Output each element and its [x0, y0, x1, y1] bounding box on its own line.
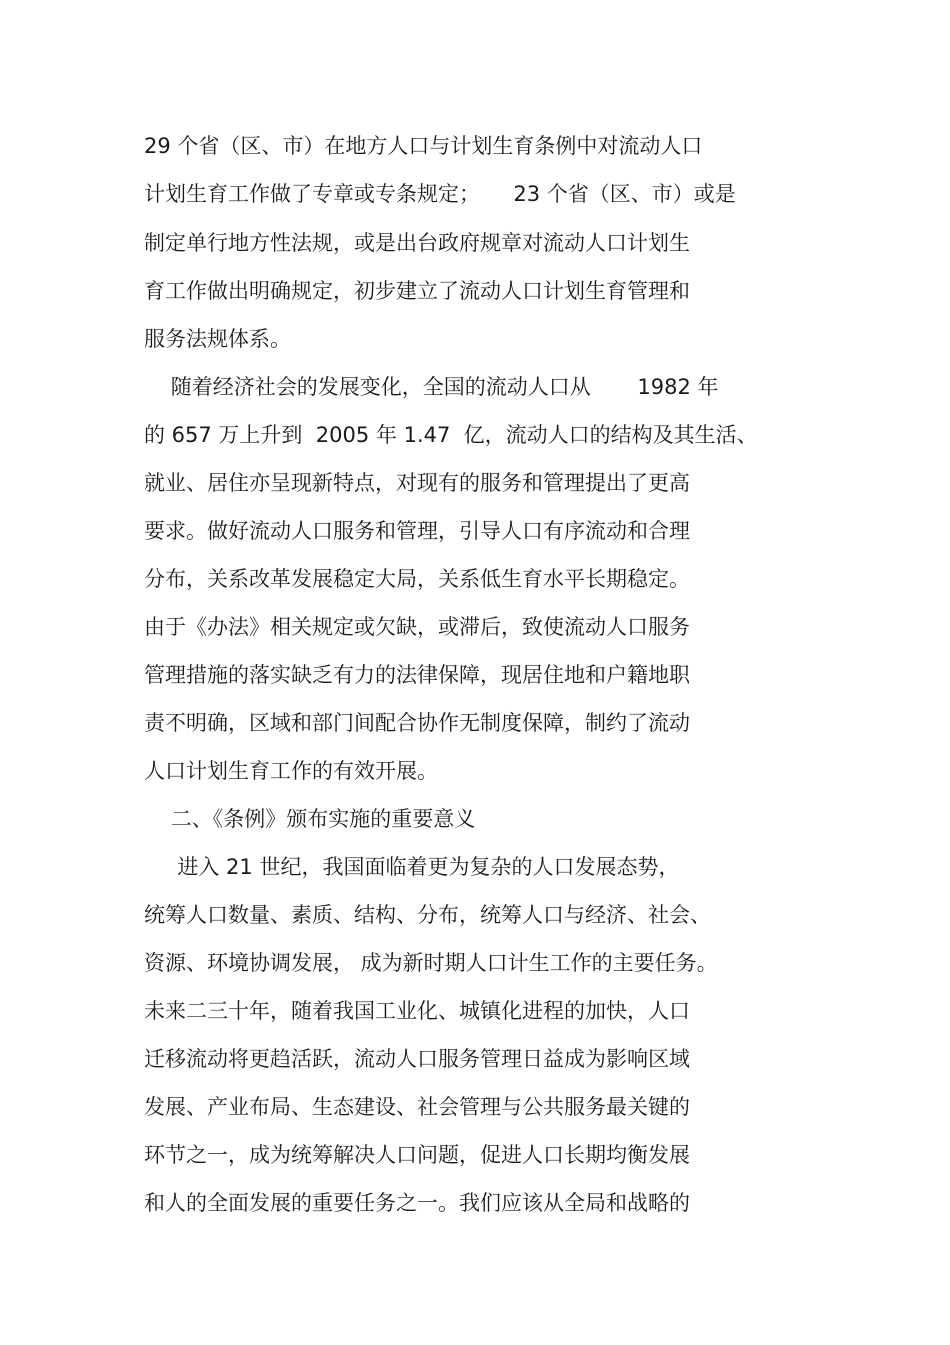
text-line: 统筹人口数量、素质、结构、分布，统筹人口与经济、社会、 — [144, 903, 711, 927]
text-line: 29 个省（区、市）在地方人口与计划生育条例中对流动人口 — [144, 134, 703, 158]
text-line: 责不明确，区域和部门间配合协作无制度保障，制约了流动 — [144, 711, 690, 735]
text-line: 资源、环境协调发展， 成为新时期人口计生工作的主要任务。 — [144, 951, 718, 975]
text-line: 由于《办法》相关规定或欠缺，或滞后，致使流动人口服务 — [144, 615, 690, 639]
text-line: 人口计划生育工作的有效开展。 — [144, 759, 438, 783]
text-line: 随着经济社会的发展变化，全国的流动人口从 1982 年 — [144, 375, 719, 399]
section-heading: 二、《条例》颁布实施的重要意义 — [144, 807, 476, 831]
text-line: 环节之一，成为统筹解决人口问题，促进人口长期均衡发展 — [144, 1143, 690, 1167]
text-line: 的 657 万上升到 2005 年 1.47 亿，流动人口的结构及其生活、 — [144, 423, 758, 447]
text-line: 未来二三十年，随着我国工业化、城镇化进程的加快，人口 — [144, 999, 690, 1023]
text-line: 服务法规体系。 — [144, 327, 291, 351]
text-line: 进入 21 世纪，我国面临着更为复杂的人口发展态势， — [144, 855, 680, 879]
text-line: 管理措施的落实缺乏有力的法律保障，现居住地和户籍地职 — [144, 663, 690, 687]
text-line: 育工作做出明确规定，初步建立了流动人口计划生育管理和 — [144, 279, 690, 303]
text-line: 制定单行地方性法规，或是出台政府规章对流动人口计划生 — [144, 231, 690, 255]
text-line: 要求。做好流动人口服务和管理，引导人口有序流动和合理 — [144, 519, 690, 543]
text-line: 计划生育工作做了专章或专条规定； 23 个省（区、市）或是 — [144, 182, 736, 206]
text-line: 发展、产业布局、生态建设、社会管理与公共服务最关键的 — [144, 1095, 690, 1119]
text-line: 分布，关系改革发展稳定大局，关系低生育水平长期稳定。 — [144, 567, 690, 591]
text-line: 迁移流动将更趋活跃，流动人口服务管理日益成为影响区域 — [144, 1047, 690, 1071]
text-line: 和人的全面发展的重要任务之一。我们应该从全局和战略的 — [144, 1191, 690, 1215]
text-line: 就业、居住亦呈现新特点，对现有的服务和管理提出了更高 — [144, 471, 690, 495]
